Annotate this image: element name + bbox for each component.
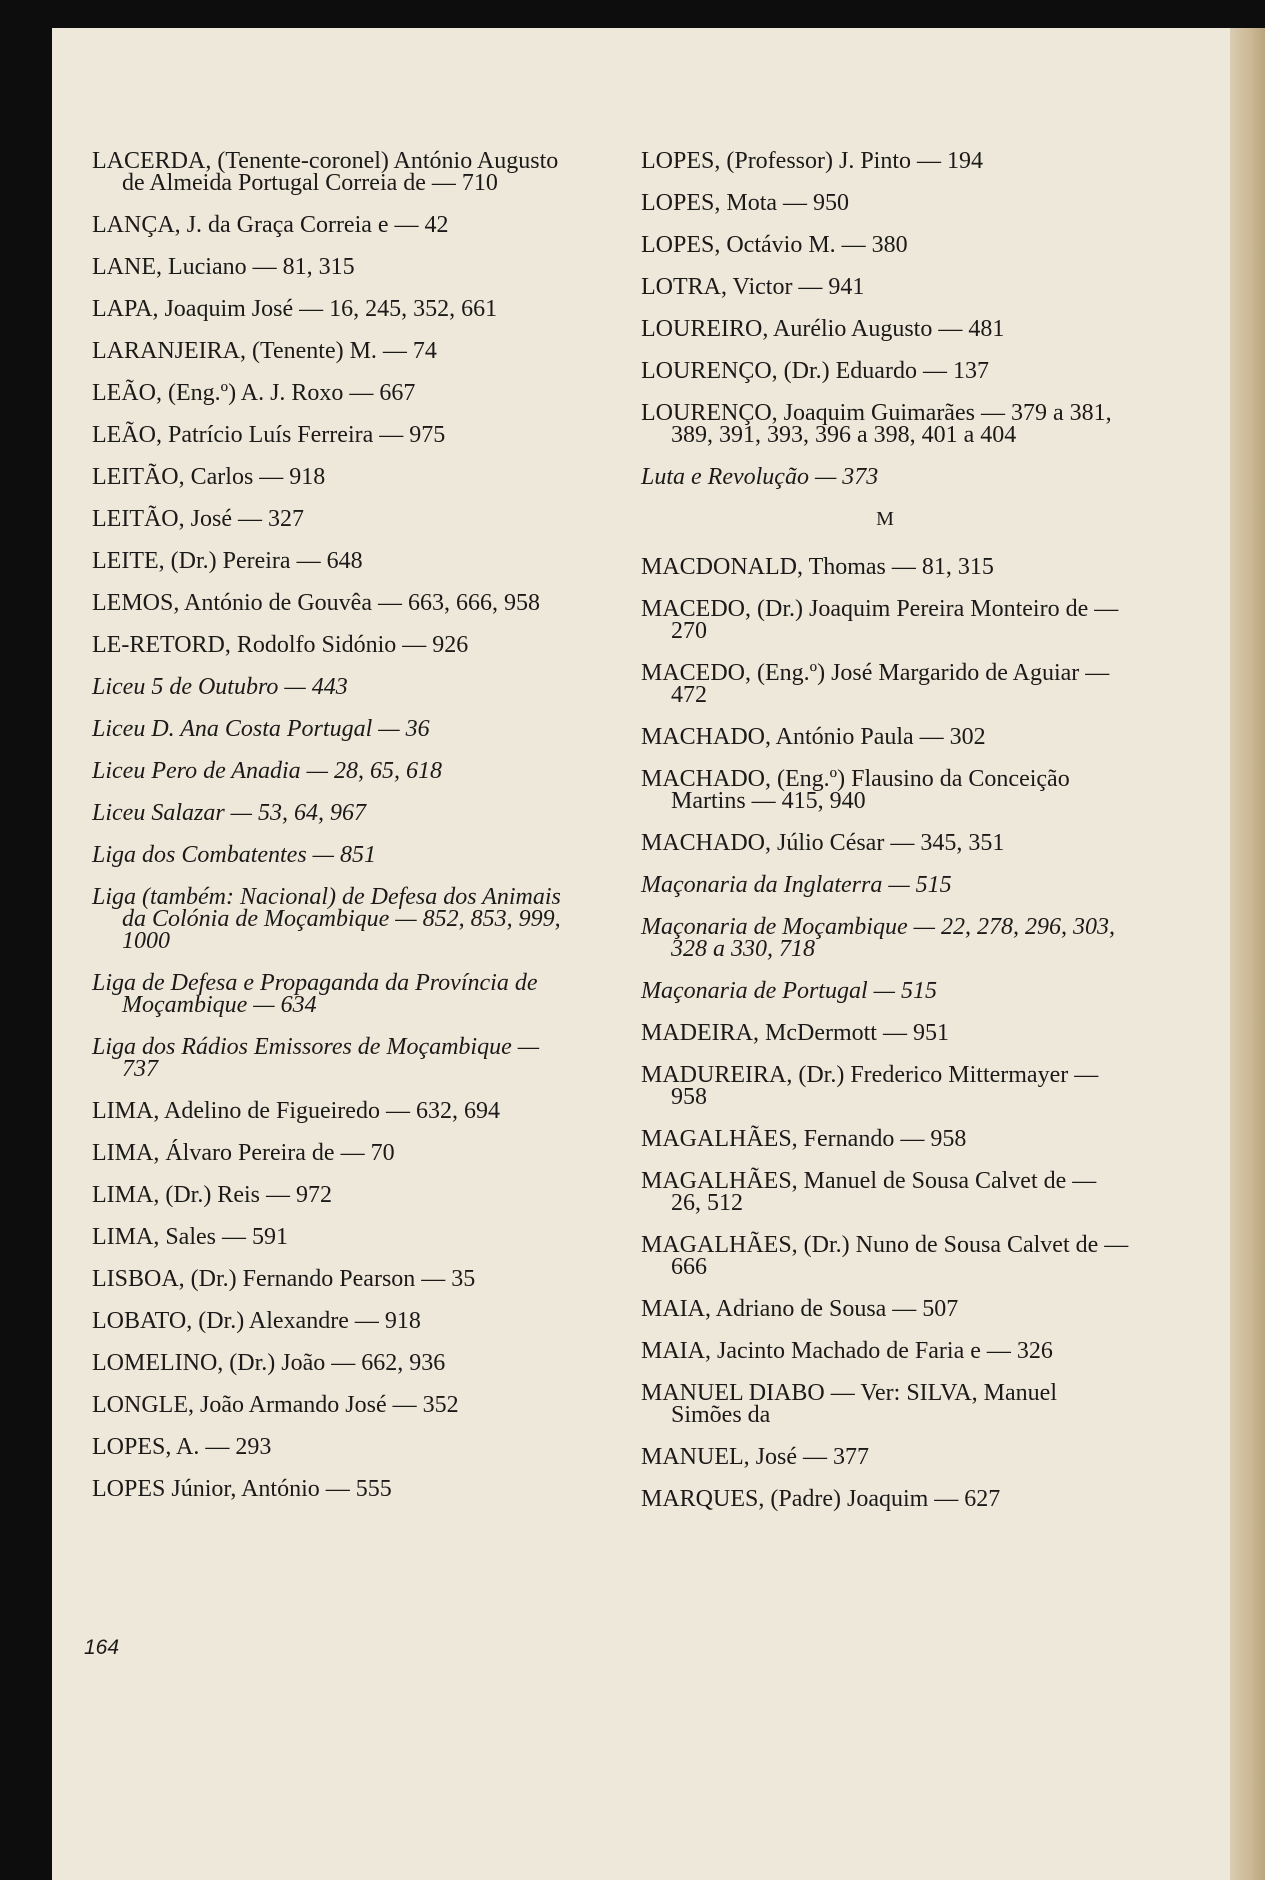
index-entry: MADEIRA, McDermott — 951 bbox=[641, 1020, 949, 1046]
index-entry: LEITE, (Dr.) Pereira — 648 bbox=[92, 548, 363, 574]
index-entry: LACERDA, (Tenente-coronel) António Augusto de Almeida Portugal Correia de — 710 bbox=[92, 148, 559, 196]
index-entry: LIMA, Adelino de Figueiredo — 632, 694 bbox=[92, 1098, 500, 1124]
index-entry: LISBOA, (Dr.) Fernando Pearson — 35 bbox=[92, 1266, 476, 1292]
index-entry: LOURENÇO, (Dr.) Eduardo — 137 bbox=[641, 358, 989, 384]
index-entry: Liga dos Combatentes — 851 bbox=[92, 842, 377, 868]
index-entry: MANUEL DIABO — Ver: SILVA, Manuel Simões da bbox=[641, 1380, 1057, 1428]
index-entry: MARQUES, (Padre) Joaquim — 627 bbox=[641, 1486, 1001, 1512]
index-entry: LOPES, A. — 293 bbox=[92, 1434, 272, 1460]
index-entry: LANÇA, J. da Graça Correia e — 42 bbox=[92, 212, 449, 238]
page-edge bbox=[1230, 28, 1265, 1880]
index-entry: Maçonaria da Inglaterra — 515 bbox=[641, 872, 952, 898]
index-entry: LEITÃO, Carlos — 918 bbox=[92, 464, 326, 490]
index-entry: LOURENÇO, Joaquim Guimarães — 379 a 381, 389, 391, 393, 396 a 398, 401 a 404 bbox=[641, 400, 1112, 448]
index-entry: LEÃO, (Eng.º) A. J. Roxo — 667 bbox=[92, 380, 416, 406]
index-entry: LONGLE, João Armando José — 352 bbox=[92, 1392, 459, 1418]
index-entry: LOPES, Mota — 950 bbox=[641, 190, 850, 216]
index-entry: MAGALHÃES, Manuel de Sousa Calvet de — 26, 512 bbox=[641, 1168, 1097, 1216]
index-entry: MAIA, Adriano de Sousa — 507 bbox=[641, 1296, 959, 1322]
index-entry: LOBATO, (Dr.) Alexandre — 918 bbox=[92, 1308, 421, 1334]
right-entries-m bbox=[641, 556, 1129, 1510]
index-entry: LIMA, Sales — 591 bbox=[92, 1224, 288, 1250]
right-entries-l bbox=[641, 150, 1129, 488]
index-entry: MACDONALD, Thomas — 81, 315 bbox=[641, 554, 994, 580]
index-entry: MADUREIRA, (Dr.) Frederico Mittermayer — 958 bbox=[641, 1062, 1099, 1110]
index-entry: MAIA, Jacinto Machado de Faria e — 326 bbox=[641, 1338, 1053, 1364]
index-entry: MACEDO, (Eng.º) José Margarido de Aguiar — 472 bbox=[641, 660, 1110, 708]
index-entry: Liceu Salazar — 53, 64, 967 bbox=[92, 800, 367, 826]
index-entry: MACHADO, Júlio César — 345, 351 bbox=[641, 830, 1005, 856]
index-entry: MACHADO, António Paula — 302 bbox=[641, 724, 986, 750]
index-entry: LOPES, Octávio M. — 380 bbox=[641, 232, 908, 258]
index-entry: Liga dos Rádios Emissores de Moçambique — 737 bbox=[92, 1034, 540, 1082]
index-entry: LARANJEIRA, (Tenente) M. — 74 bbox=[92, 338, 437, 364]
index-entry: Luta e Revolução — 373 bbox=[641, 464, 879, 490]
index-entry: LOTRA, Victor — 941 bbox=[641, 274, 865, 300]
index-entry: LOPES, (Professor) J. Pinto — 194 bbox=[641, 148, 984, 174]
right-column bbox=[641, 150, 1129, 1530]
index-entry: LEÃO, Patrício Luís Ferreira — 975 bbox=[92, 422, 446, 448]
index-entry: Liceu Pero de Anadia — 28, 65, 618 bbox=[92, 758, 442, 784]
left-column bbox=[92, 150, 576, 1520]
index-entry: LANE, Luciano — 81, 315 bbox=[92, 254, 355, 280]
index-entry: MACEDO, (Dr.) Joaquim Pereira Monteiro de — 270 bbox=[641, 596, 1119, 644]
index-entry: Maçonaria de Moçambique — 22, 278, 296, 303, 328 a 330, 718 bbox=[641, 914, 1115, 962]
index-entry: Liga (também: Nacional) de Defesa dos Animais da Colónia de Moçambique — 852, 853, 999, 1000 bbox=[92, 884, 561, 954]
page-number: 164 bbox=[84, 1636, 120, 1659]
index-entry: Liceu 5 de Outubro — 443 bbox=[92, 674, 348, 700]
index-entry: MANUEL, José — 377 bbox=[641, 1444, 869, 1470]
index-entry: MAGALHÃES, Fernando — 958 bbox=[641, 1126, 967, 1152]
index-entry: LIMA, (Dr.) Reis — 972 bbox=[92, 1182, 332, 1208]
index-entry: MAGALHÃES, (Dr.) Nuno de Sousa Calvet de — 666 bbox=[641, 1232, 1129, 1280]
index-entry: LOMELINO, (Dr.) João — 662, 936 bbox=[92, 1350, 446, 1376]
index-entry: Maçonaria de Portugal — 515 bbox=[641, 978, 937, 1004]
index-entry: Liceu D. Ana Costa Portugal — 36 bbox=[92, 716, 430, 742]
section-letter-m: M bbox=[876, 508, 894, 530]
index-entry: Liga de Defesa e Propaganda da Província de Moçambique — 634 bbox=[92, 970, 538, 1018]
index-entry: LEMOS, António de Gouvêa — 663, 666, 958 bbox=[92, 590, 540, 616]
index-entry: LEITÃO, José — 327 bbox=[92, 506, 304, 532]
index-entry: LAPA, Joaquim José — 16, 245, 352, 661 bbox=[92, 296, 498, 322]
index-entry: LE-RETORD, Rodolfo Sidónio — 926 bbox=[92, 632, 469, 658]
index-entry: LOUREIRO, Aurélio Augusto — 481 bbox=[641, 316, 1005, 342]
index-entry: LOPES Júnior, António — 555 bbox=[92, 1476, 392, 1502]
index-entry: MACHADO, (Eng.º) Flausino da Conceição Martins — 415, 940 bbox=[641, 766, 1070, 814]
index-entry: LIMA, Álvaro Pereira de — 70 bbox=[92, 1140, 395, 1166]
